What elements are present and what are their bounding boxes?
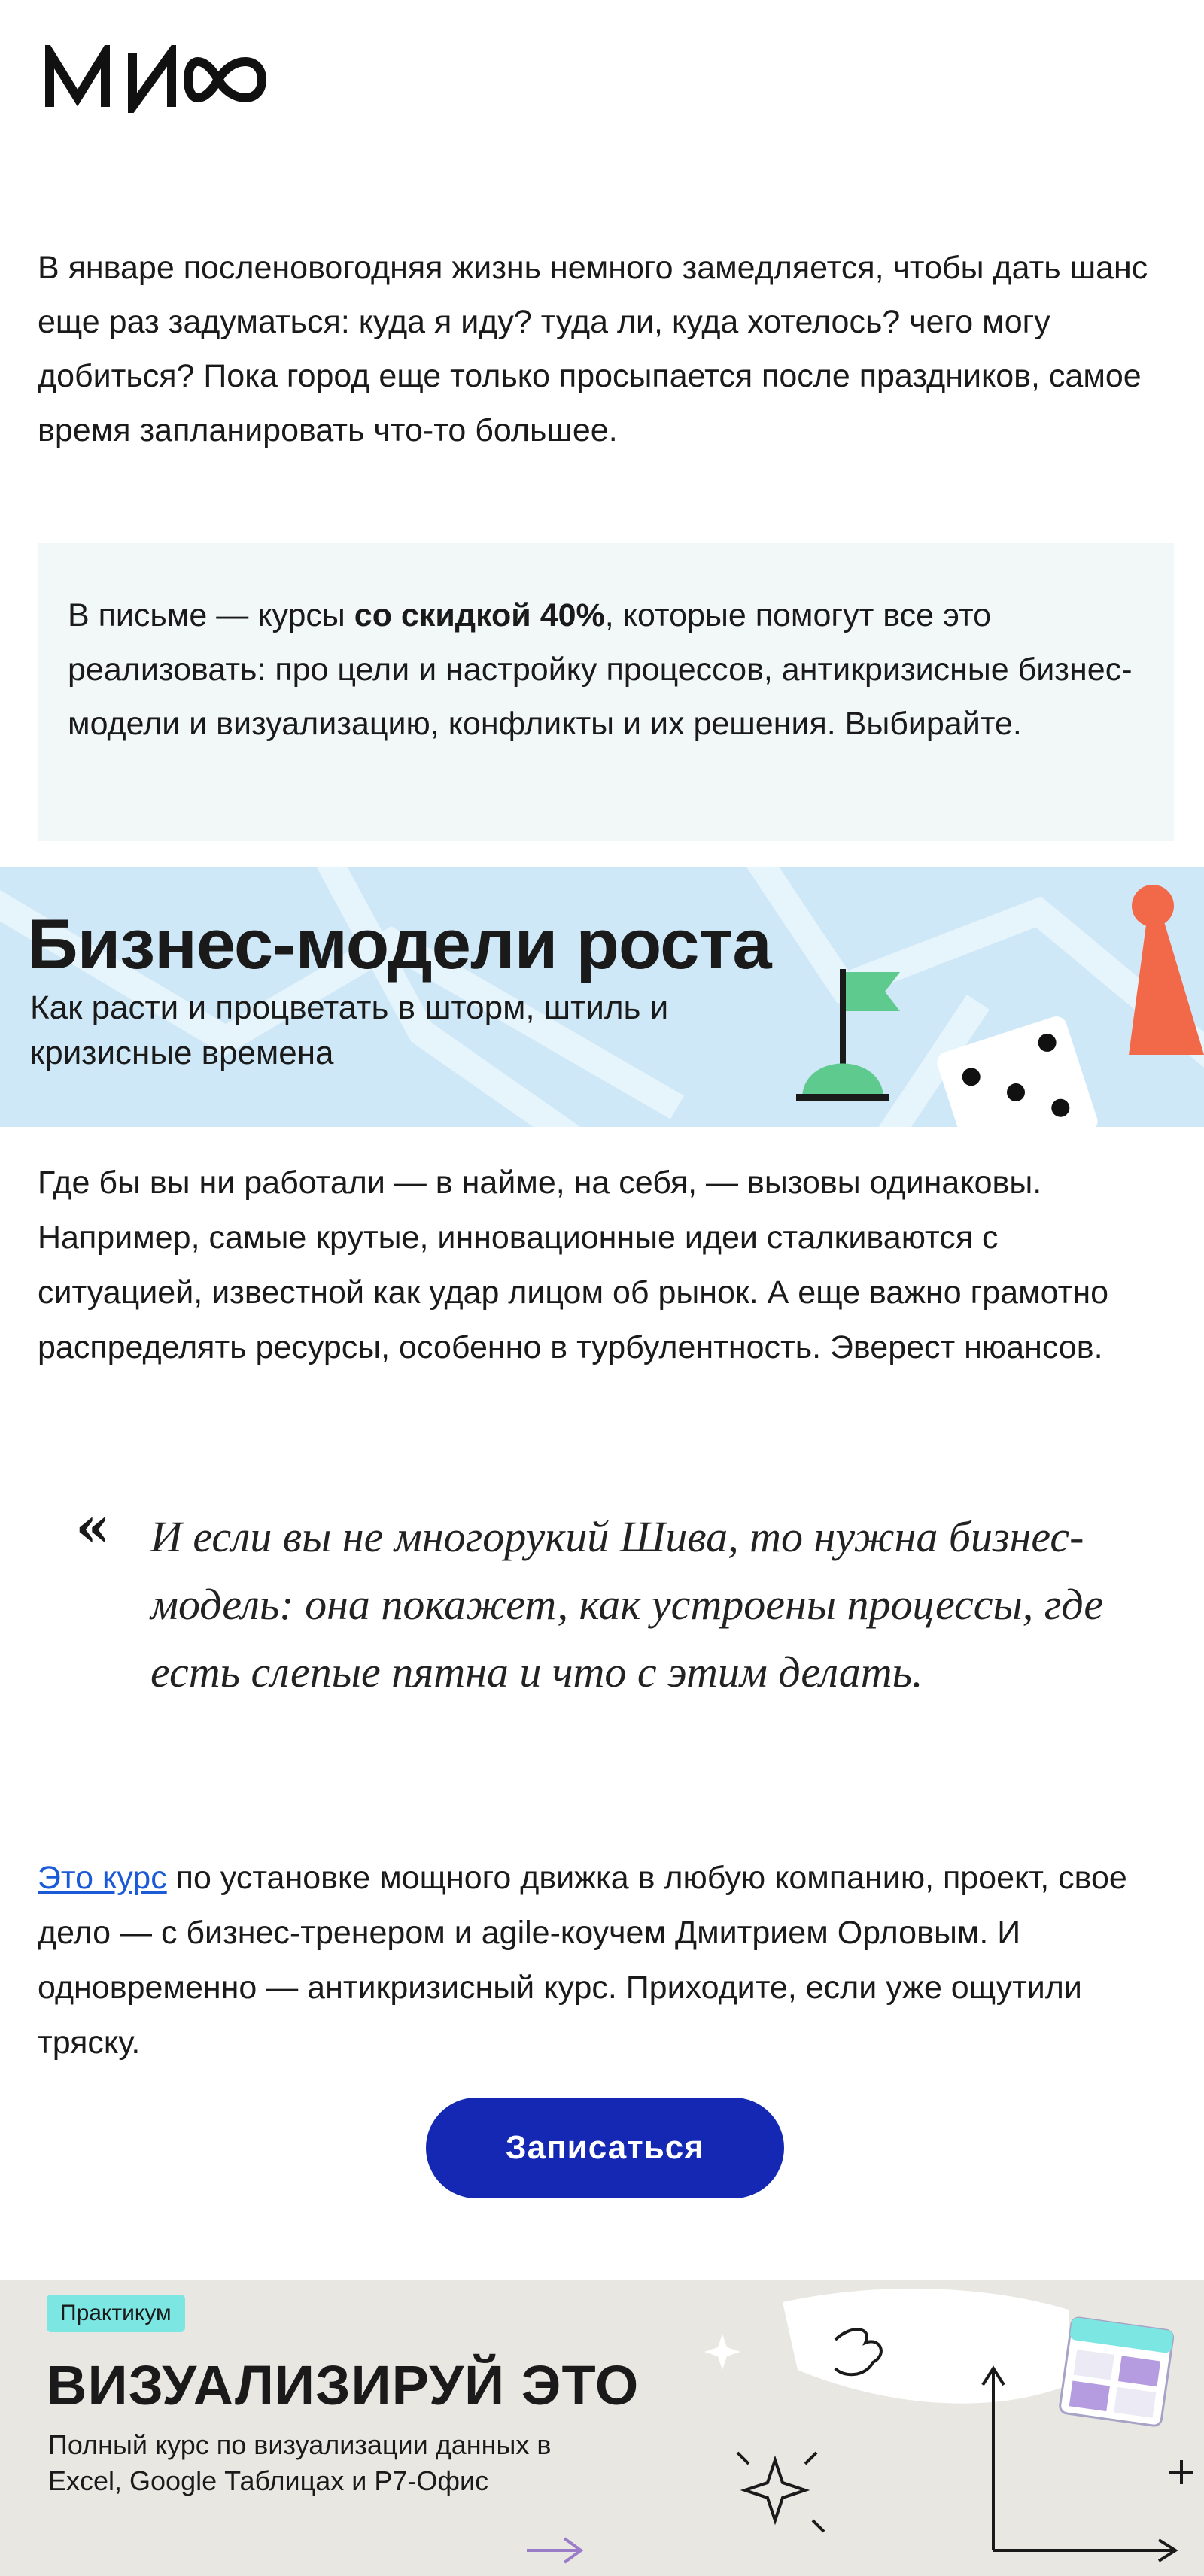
discount-highlight: со скидкой 40%: [354, 597, 605, 633]
course-description: [38, 1851, 1166, 2070]
course-link[interactable]: Это курс: [38, 1860, 167, 1896]
course-quote: И если вы не многорукий Шива, то нужна бизнес-модель: она покажет, как устроены процессы, где есть слепые пятна и что с этим делать.: [150, 1512, 1104, 1697]
course-banner-subtitle: Как расти и процветать в шторм, штиль и кризисные времена: [30, 989, 669, 1071]
course-description-text: по установке мощного движка в любую компанию, проект, свое дело — с бизнес-тренером и agile-коучем Дмитрием Орловым. И одновременно — антикризисный курс. Приходите, если уже ощутили тряску.: [38, 1860, 1127, 2061]
enroll-button[interactable]: Записаться: [426, 2098, 784, 2198]
flag-icon: [796, 969, 900, 1101]
callout-text: [68, 588, 1144, 751]
pawn-icon: [1129, 885, 1204, 1055]
discount-callout: [38, 543, 1174, 841]
mif-logo[interactable]: [44, 45, 277, 113]
practicum-badge: Практикум: [47, 2295, 185, 2332]
course-body-paragraph: Где бы вы ни работали — в найме, на себя, — вызовы одинаковы. Например, самые крутые, инновационные идеи сталкиваются с ситуацией, известной как удар лицом об рынок. А еще важно грамотно распределять ресурсы, особенно в турбулентность. Эверест нюансов.: [38, 1165, 1109, 1365]
callout-text-start: В письме — курсы: [68, 597, 354, 633]
promo-banner-title: ВИЗУАЛИЗИРУЙ ЭТО: [47, 2354, 640, 2417]
course-banner-title: Бизнес-модели роста: [27, 904, 771, 983]
callout-text-end: , которые помогут все это реализовать: про цели и настройку процессов, антикризисные бизнес-модели и визуализацию, конфликты и их решения. Выбирайте.: [68, 597, 1133, 742]
quote-mark-icon: «: [75, 1495, 111, 1560]
promo-banner-subtitle: Полный курс по визуализации данных в Excel, Google Таблицах и Р7-Офис: [48, 2429, 552, 2496]
sparkle-icon: [745, 2460, 805, 2520]
table-icon: [1059, 2317, 1173, 2427]
intro-paragraph: В январе посленовогодняя жизнь немного замедляется, чтобы дать шанс еще раз задуматься: куда я иду? туда ли, куда хотелось? чего могу добиться? Пока город еще только просыпается после праздников, самое время запланировать что-то большее.: [38, 250, 1148, 448]
arrow-icon: [527, 2538, 581, 2562]
